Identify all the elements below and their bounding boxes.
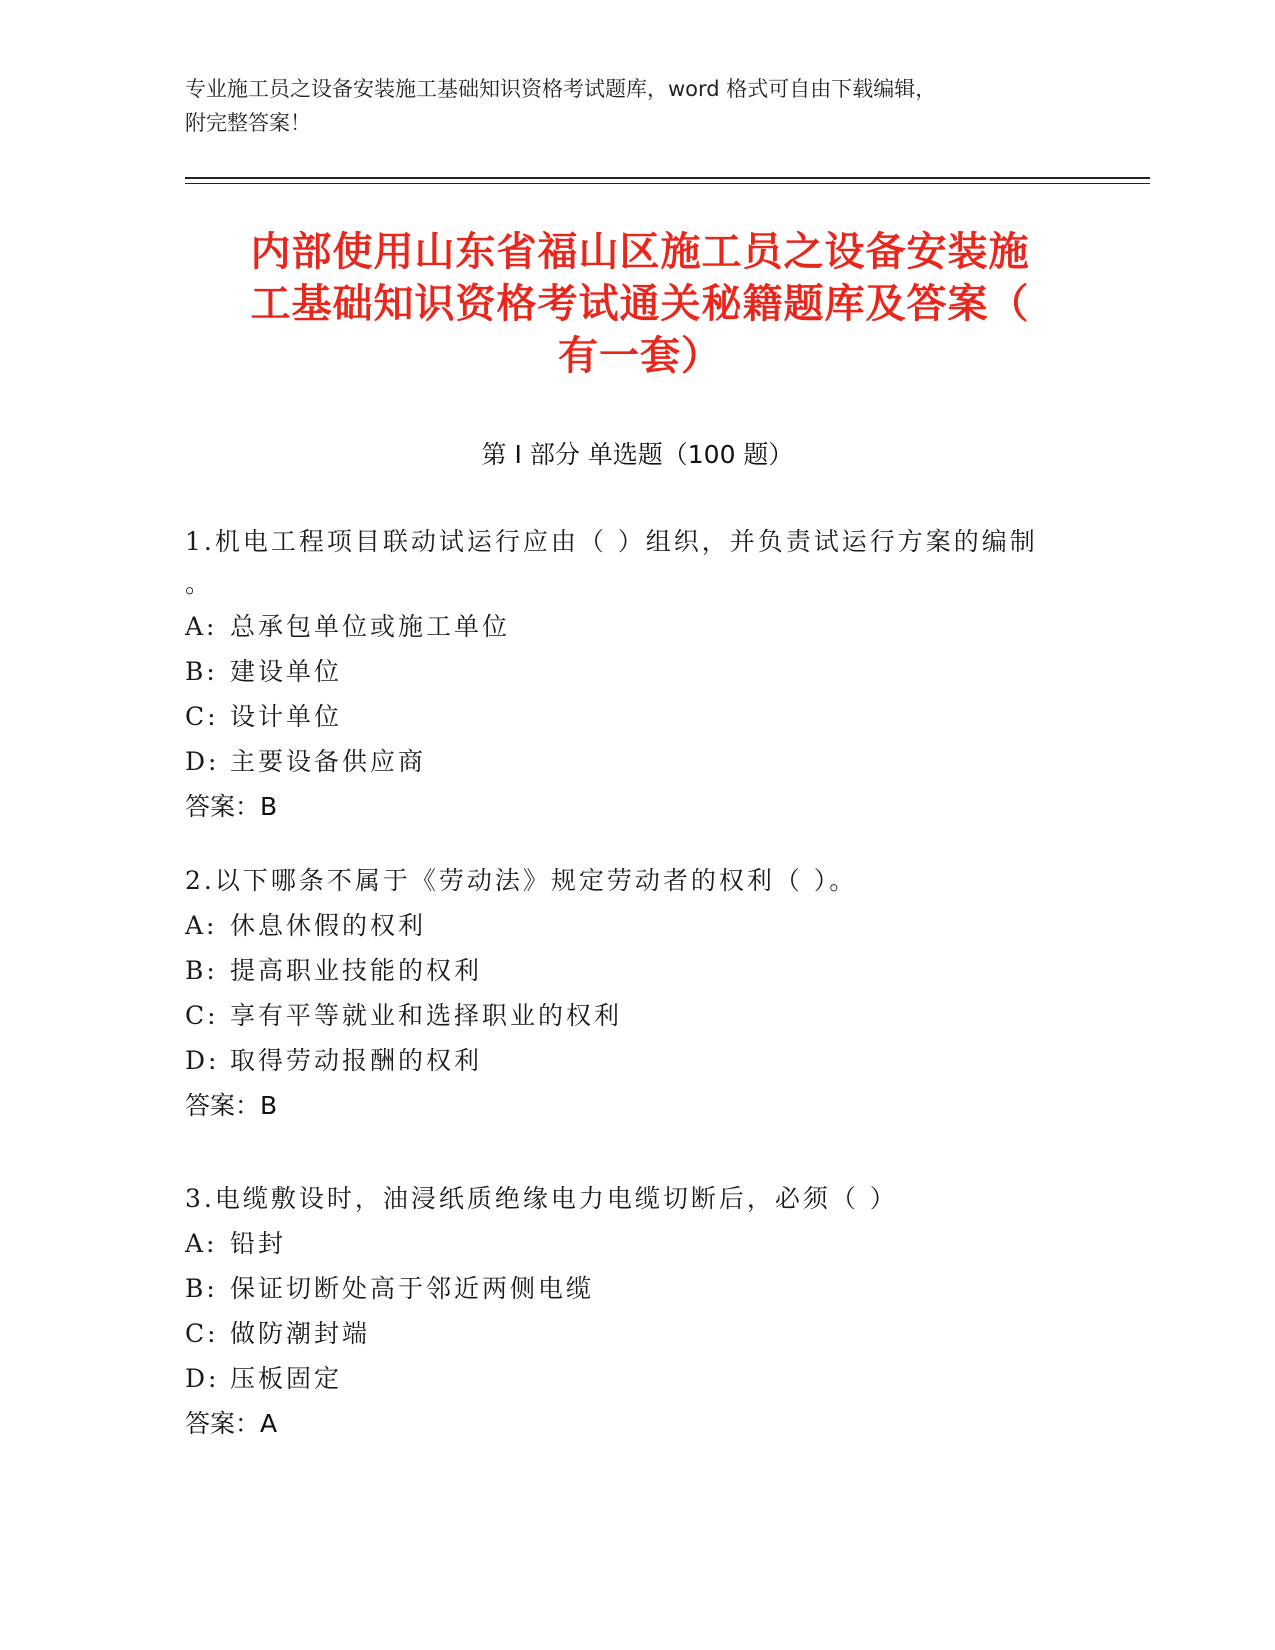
option-c bbox=[185, 694, 1085, 739]
option-text: 建设单位 bbox=[230, 657, 343, 686]
option-c bbox=[185, 993, 1085, 1038]
option-letter: C: bbox=[185, 1319, 219, 1348]
option-letter: B: bbox=[185, 1274, 218, 1303]
option-b bbox=[185, 948, 1085, 993]
option-text: 设计单位 bbox=[230, 702, 343, 731]
document-title-line-1: 内部使用山东省福山区施工员之设备安装施 bbox=[250, 229, 1030, 275]
question-3 bbox=[185, 1176, 1085, 1446]
question-text: 3.电缆敷设时，油浸纸质绝缘电力电缆切断后，必须（ ） bbox=[185, 1184, 898, 1213]
option-letter: A: bbox=[185, 911, 218, 940]
option-text: 提高职业技能的权利 bbox=[230, 956, 483, 985]
option-text: 取得劳动报酬的权利 bbox=[230, 1046, 483, 1075]
document-title bbox=[175, 226, 1105, 382]
option-text: 享有平等就业和选择职业的权利 bbox=[230, 1001, 623, 1030]
option-a bbox=[185, 604, 1085, 649]
section-title: 第 I 部分 单选题（100 题） bbox=[481, 440, 794, 469]
answer: 答案：B bbox=[185, 792, 278, 821]
option-letter: B: bbox=[185, 657, 218, 686]
option-letter: A: bbox=[185, 1229, 218, 1258]
option-a bbox=[185, 903, 1085, 948]
option-text: 休息休假的权利 bbox=[230, 911, 427, 940]
option-letter: D: bbox=[185, 747, 220, 776]
document-title-line-3: 有一套） bbox=[558, 333, 722, 379]
option-d bbox=[185, 739, 1085, 784]
option-d bbox=[185, 1038, 1085, 1083]
header-note-line-1: 专业施工员之设备安装施工基础知识资格考试题库，word 格式可自由下载编辑， bbox=[185, 77, 937, 101]
document-title-line-2: 工基础知识资格考试通关秘籍题库及答案（ bbox=[250, 281, 1030, 327]
option-text: 做防潮封端 bbox=[230, 1319, 371, 1348]
option-a bbox=[185, 1221, 1085, 1266]
option-text: 主要设备供应商 bbox=[230, 747, 427, 776]
option-b bbox=[185, 1266, 1085, 1311]
question-text-tail: 。 bbox=[185, 569, 211, 598]
option-b bbox=[185, 649, 1085, 694]
answer: 答案：A bbox=[185, 1409, 278, 1438]
header-note-line-2: 附完整答案！ bbox=[185, 111, 311, 135]
header-divider-thin bbox=[185, 183, 1150, 184]
option-c bbox=[185, 1311, 1085, 1356]
answer: 答案：B bbox=[185, 1091, 278, 1120]
option-letter: C: bbox=[185, 1001, 219, 1030]
question-2 bbox=[185, 858, 1085, 1128]
option-letter: D: bbox=[185, 1364, 220, 1393]
header-note bbox=[185, 72, 1065, 140]
question-1 bbox=[185, 519, 1085, 829]
option-text: 保证切断处高于邻近两侧电缆 bbox=[230, 1274, 595, 1303]
question-text: 2.以下哪条不属于《劳动法》规定劳动者的权利（ ）。 bbox=[185, 866, 858, 895]
option-letter: A: bbox=[185, 612, 218, 641]
header-divider-thick bbox=[185, 177, 1150, 179]
option-text: 铅封 bbox=[230, 1229, 287, 1258]
option-text: 压板固定 bbox=[230, 1364, 343, 1393]
question-text: 1.机电工程项目联动试运行应由（ ）组织，并负责试运行方案的编制 bbox=[185, 527, 1038, 556]
option-letter: C: bbox=[185, 702, 219, 731]
option-d bbox=[185, 1356, 1085, 1401]
option-letter: D: bbox=[185, 1046, 220, 1075]
option-letter: B: bbox=[185, 956, 218, 985]
option-text: 总承包单位或施工单位 bbox=[230, 612, 511, 641]
